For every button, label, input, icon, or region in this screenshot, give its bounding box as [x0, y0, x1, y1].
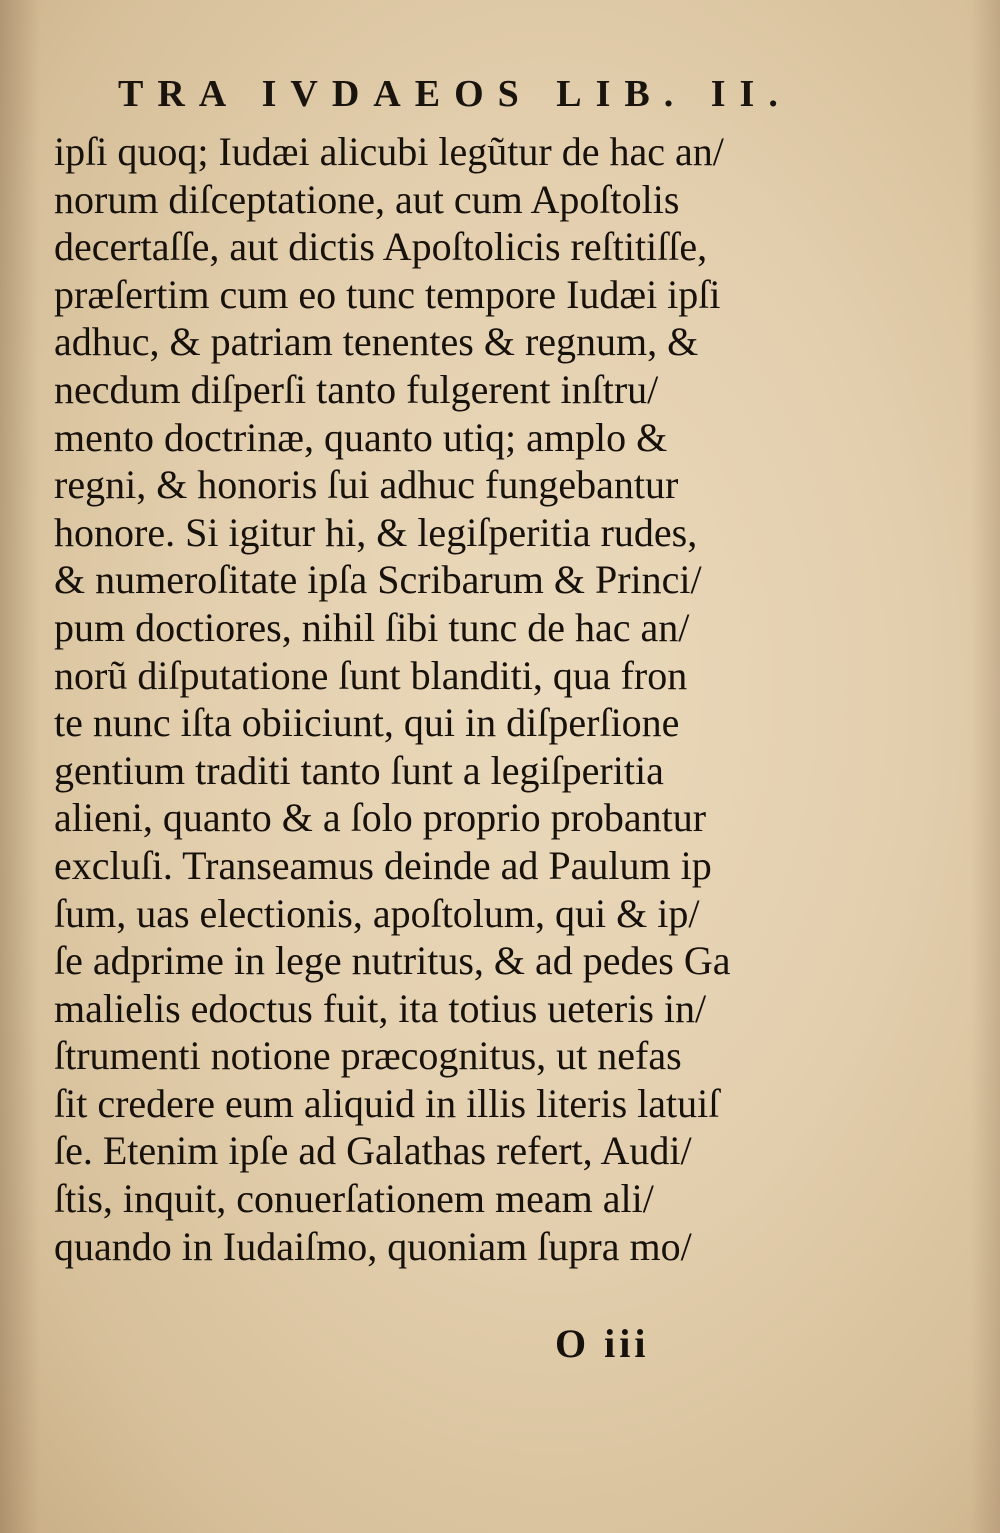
text-line: ipſi quoq; Iudæi alicubi legũtur de hac an/ [54, 129, 724, 174]
text-line: ſe adprime in lege nutritus, & ad pedes Ga [54, 938, 731, 984]
text-line: decertaſſe, aut dictis Apoſtolicis reſtitiſſe, [54, 224, 708, 270]
text-line: norum diſceptatione, aut cum Apoſtolis [54, 176, 680, 222]
gutter-shadow [0, 0, 40, 1533]
text-line: ſe. Etenim ipſe ad Galathas refert, Audi/ [54, 1128, 692, 1174]
text-line: præſertim cum eo tunc tempore Iudæi ipſi [54, 271, 721, 317]
text-block [54, 128, 794, 1270]
text-line: mento doctrinæ, quanto utiq; amplo & [54, 414, 668, 460]
text-line: ſit credere eum aliquid in illis literis latuiſ [54, 1080, 720, 1126]
text-line: quando in Iudaiſmo, quoniam ſupra mo/ [54, 1223, 692, 1269]
text-line: honore. Si igitur hi, & legiſperitia rudes, [54, 509, 698, 555]
text-line: alieni, quanto & a ſolo proprio probantur [54, 795, 707, 841]
text-line: malielis edoctus fuit, ita totius ueteris in/ [54, 985, 707, 1031]
text-line: & numeroſitate ipſa Scribarum & Princi/ [54, 557, 702, 603]
fore-edge-shadow [970, 0, 1000, 1533]
running-head: TRA IVDAEOS LIB. II. [118, 73, 792, 115]
text-line: regni, & honoris ſui adhuc fungebantur [54, 462, 679, 508]
signature-mark: O iii [555, 1321, 650, 1366]
text-line: ſum, uas electionis, apoſtolum, qui & ip/ [54, 890, 700, 936]
text-line: ſtis, inquit, conuerſationem meam ali/ [54, 1176, 654, 1222]
text-line: adhuc, & patriam tenentes & regnum, & [54, 319, 699, 365]
text-line: norũ diſputatione ſunt blanditi, qua fron [54, 652, 688, 698]
text-line: ſtrumenti notione præcognitus, ut nefas [54, 1033, 682, 1079]
text-line: gentium traditi tanto ſunt a legiſperitia [54, 747, 664, 793]
text-line: pum doctiores, nihil ſibi tunc de hac an/ [54, 604, 690, 650]
text-line: excluſi. Transeamus deinde ad Paulum ip [54, 842, 712, 888]
text-line: necdum diſperſi tanto fulgerent inſtru/ [54, 366, 659, 412]
text-line: te nunc iſta obiiciunt, qui in diſperſione [54, 700, 680, 746]
